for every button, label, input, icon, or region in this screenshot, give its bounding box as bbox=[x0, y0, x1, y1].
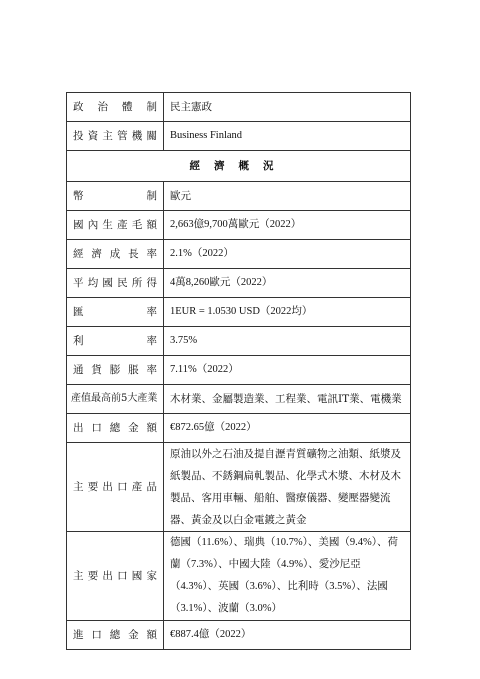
table-row-interest-rate bbox=[67, 327, 411, 356]
row-label: 主要出口產品 bbox=[67, 443, 164, 532]
row-value: 1EUR = 1.0530 USD（2022均） bbox=[164, 298, 411, 327]
table-row-per-capita-income bbox=[67, 269, 411, 298]
table-row-investment-authority bbox=[67, 122, 411, 151]
table-row-exchange-rate bbox=[67, 298, 411, 327]
row-value: 木材業、金屬製造業、工程業、電訊IT業、電機業 bbox=[164, 385, 411, 414]
row-value: 德國（11.6%）、瑞典（10.7%）、美國（9.4%）、荷蘭（7.3%）、中國大陸（4.9%）、愛沙尼亞（4.3%）、英國（3.6%）、比利時（3.5%）、法國（3.1%）、波蘭（3.0%） bbox=[164, 532, 411, 621]
row-label: 出口總金額 bbox=[67, 414, 164, 443]
row-value: 4萬8,260歐元（2022） bbox=[164, 269, 411, 298]
row-value: 原油以外之石油及提自瀝青質礦物之油類、紙漿及紙製品、不銹鋼扁軋製品、化學式木漿、木材及木製品、客用車輛、船舶、醫療儀器、變壓器變流器、黃金及以白金電鍍之黃金 bbox=[164, 443, 411, 532]
table-row-political-system bbox=[67, 93, 411, 122]
row-label: 利率 bbox=[67, 327, 164, 356]
row-label: 進口總金額 bbox=[67, 621, 164, 650]
row-label: 匯率 bbox=[67, 298, 164, 327]
row-label: 國內生產毛額 bbox=[67, 211, 164, 240]
row-label: 經濟成長率 bbox=[67, 240, 164, 269]
row-value: 民主憲政 bbox=[164, 93, 411, 122]
row-label: 投資主管機關 bbox=[67, 122, 164, 151]
row-value: 2,663億9,700萬歐元（2022） bbox=[164, 211, 411, 240]
table-row-main-export-products bbox=[67, 443, 411, 532]
table-row-total-imports bbox=[67, 621, 411, 650]
row-value: 2.1%（2022） bbox=[164, 240, 411, 269]
table-row-main-export-countries bbox=[67, 532, 411, 621]
row-value: Business Finland bbox=[164, 122, 411, 151]
section-title: 經濟概況 bbox=[67, 151, 411, 182]
table-row-gdp bbox=[67, 211, 411, 240]
table-row-total-exports bbox=[67, 414, 411, 443]
row-label: 主要出口國家 bbox=[67, 532, 164, 621]
row-label: 政治體制 bbox=[67, 93, 164, 122]
row-label: 幣制 bbox=[67, 182, 164, 211]
row-value: 3.75% bbox=[164, 327, 411, 356]
info-sheet bbox=[66, 92, 411, 650]
table-row-inflation-rate bbox=[67, 356, 411, 385]
row-label: 平均國民所得 bbox=[67, 269, 164, 298]
row-value: €872.65億（2022） bbox=[164, 414, 411, 443]
table-row-currency bbox=[67, 182, 411, 211]
row-value: 7.11%（2022） bbox=[164, 356, 411, 385]
row-value: €887.4億（2022） bbox=[164, 621, 411, 650]
country-info-table bbox=[66, 92, 411, 650]
table-row-growth-rate bbox=[67, 240, 411, 269]
section-header-row bbox=[67, 151, 411, 182]
row-label: 通貨膨脹率 bbox=[67, 356, 164, 385]
row-value: 歐元 bbox=[164, 182, 411, 211]
table-row-top-industries bbox=[67, 385, 411, 414]
row-label: 產值最高前5大產業 bbox=[67, 385, 164, 414]
